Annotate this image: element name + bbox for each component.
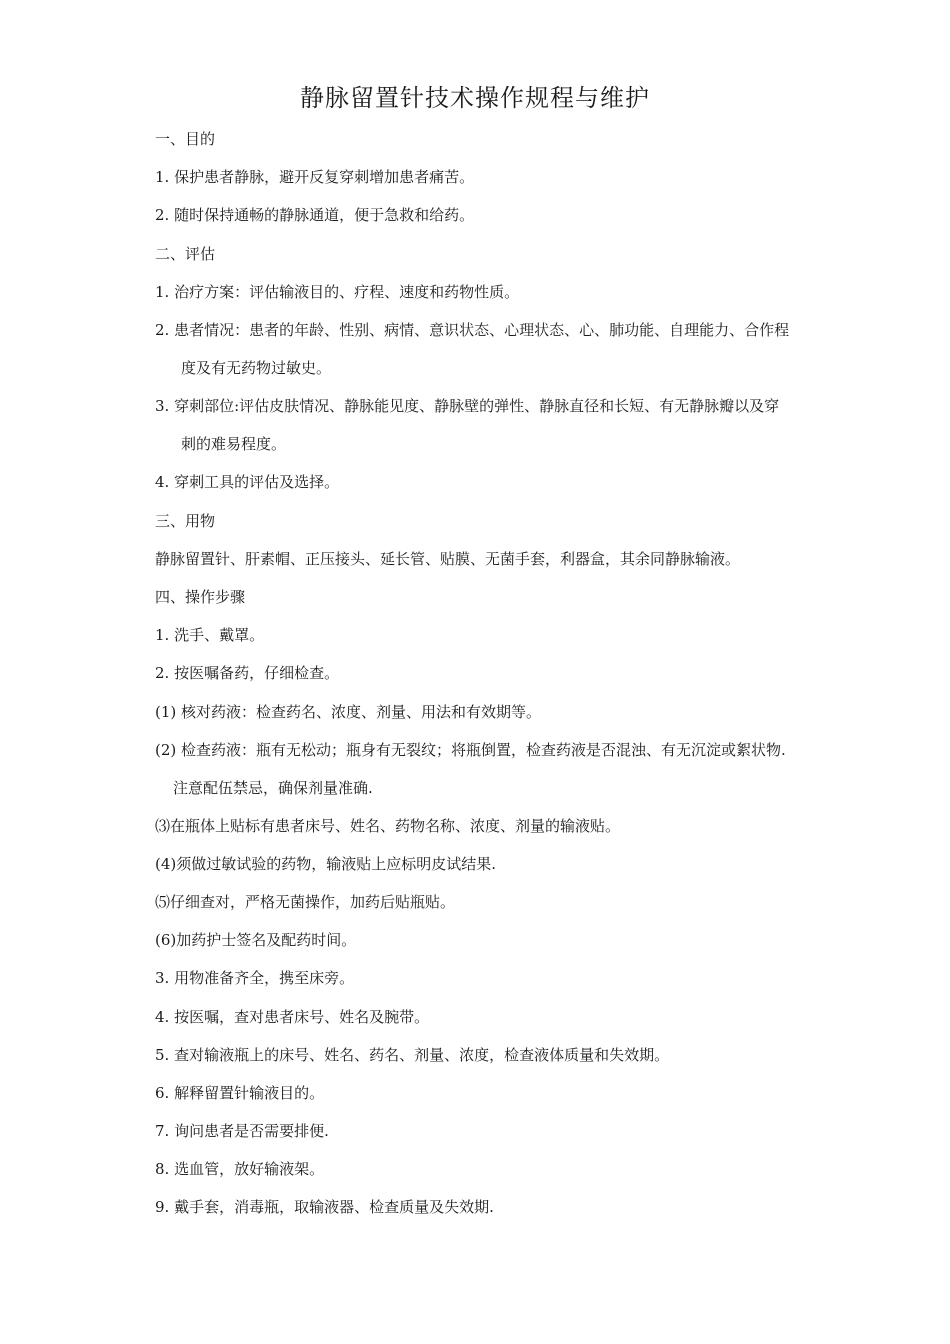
sub-step-continuation: 注意配伍禁忌，确保剂量准确. bbox=[173, 779, 373, 797]
step-item: 1. 洗手、戴罩。 bbox=[155, 626, 265, 644]
purpose-item: 2. 随时保持通畅的静脉通道，便于急救和给药。 bbox=[155, 206, 475, 224]
assessment-item: 2. 患者情况：患者的年龄、性别、病情、意识状态、心理状态、心、肺功能、自理能力、合作程 bbox=[155, 321, 790, 339]
assessment-item: 1. 治疗方案：评估输液目的、疗程、速度和药物性质。 bbox=[155, 283, 520, 301]
step-item: 4. 按医嘱，查对患者床号、姓名及腕带。 bbox=[155, 1008, 430, 1026]
sub-step-item: (4)须做过敏试验的药物，输液贴上应标明皮试结果. bbox=[155, 855, 497, 873]
step-item: 2. 按医嘱备药，仔细检查。 bbox=[155, 664, 340, 682]
sub-step-item: ⑶在瓶体上贴标有患者床号、姓名、药物名称、浓度、剂量的输液贴。 bbox=[155, 817, 621, 835]
assessment-item-continuation: 刺的难易程度。 bbox=[181, 435, 287, 453]
sub-step-item: (2) 检查药液：瓶有无松动；瓶身有无裂纹；将瓶倒置，检查药液是否混浊、有无沉淀或絮状物. bbox=[155, 741, 786, 759]
assessment-item-continuation: 度及有无药物过敏史。 bbox=[181, 359, 332, 377]
document-title: 静脉留置针技术操作规程与维护 bbox=[300, 84, 650, 112]
section-heading-steps: 四、操作步骤 bbox=[155, 588, 246, 606]
assessment-item: 4. 穿刺工具的评估及选择。 bbox=[155, 473, 340, 491]
step-item: 5. 查对输液瓶上的床号、姓名、药名、剂量、浓度，检查液体质量和失效期。 bbox=[155, 1046, 670, 1064]
sub-step-item: (1) 核对药液：检查药名、浓度、剂量、用法和有效期等。 bbox=[155, 703, 542, 721]
step-item: 3. 用物准备齐全，携至床旁。 bbox=[155, 969, 355, 987]
step-item: 7. 询问患者是否需要排便. bbox=[155, 1122, 329, 1140]
assessment-item: 3. 穿刺部位:评估皮肤情况、静脉能见度、静脉壁的弹性、静脉直径和长短、有无静脉瓣以及穿 bbox=[155, 397, 780, 415]
step-item: 8. 选血管，放好输液架。 bbox=[155, 1160, 325, 1178]
supplies-text: 静脉留置针、肝素帽、正压接头、延长管、贴膜、无菌手套，利器盒，其余同静脉输液。 bbox=[155, 550, 741, 568]
sub-step-item: (6)加药护士签名及配药时间。 bbox=[155, 931, 357, 949]
purpose-item: 1. 保护患者静脉，避开反复穿刺增加患者痛苦。 bbox=[155, 168, 475, 186]
step-item: 9. 戴手套，消毒瓶，取输液器、检查质量及失效期. bbox=[155, 1198, 494, 1216]
section-heading-purpose: 一、目的 bbox=[155, 130, 216, 148]
sub-step-item: ⑸仔细查对，严格无菌操作，加药后贴瓶贴。 bbox=[155, 893, 456, 911]
section-heading-assessment: 二、评估 bbox=[155, 245, 216, 263]
step-item: 6. 解释留置针输液目的。 bbox=[155, 1084, 325, 1102]
section-heading-supplies: 三、用物 bbox=[155, 512, 216, 530]
